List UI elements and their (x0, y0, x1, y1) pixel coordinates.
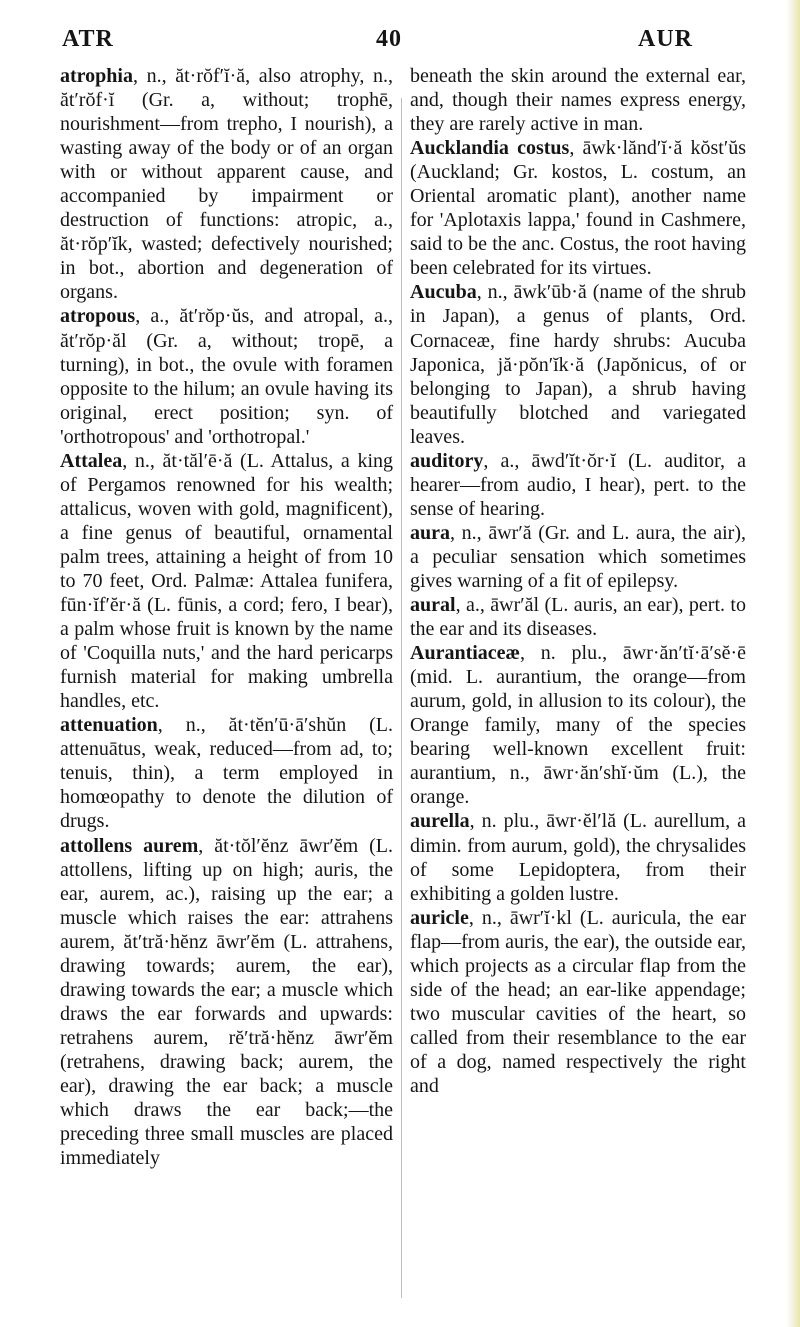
entry-text: , n., ăt·tĕn′ū·ā′shŭn (L. attenuātus, weak, reduced—from ad, to; tenuis, thin), a term employed in homœopathy to denote the dilution of drugs. (60, 714, 393, 833)
entry-text: , ăt·tŏl′ĕnz āwr′ĕm (L. attollens, lifting up on high; auris, the ear, aurem, ac.), raising up the ear; a muscle which raises the ear: attrahens aurem, ăt′tră·hĕnz āwr′ĕm (L. attrahens, drawing towards; aurem, the ear), drawing towards the ear; a muscle which draws the ear forwards and upwards: retrahens aurem, rĕ′tră·hĕnz āwr′ĕm (retrahens, drawing back; aurem, the ear), drawing the ear back; a muscle which draws the ear back;—the preceding three small muscles are placed immediately (60, 834, 393, 1170)
column-divider (401, 98, 402, 1298)
entry-text: , a., āwr′ăl (L. auris, an ear), pert. to the ear and its diseases. (410, 594, 746, 641)
entry-atrophia (60, 64, 393, 304)
header-guide-word-right: AUR (638, 26, 693, 52)
entry-headword: Aucuba (410, 281, 477, 304)
entry-text: , a., ăt′rŏp·ŭs, and atropal, a., ăt′rŏp·ăl (Gr. a, without; tropē, a turning), in bot., the ovule with foramen opposite to the hilum; an ovule having its original, erect position; syn. of 'orthotropous' and 'orthotropal.' (60, 305, 393, 448)
header-guide-word-left: ATR (62, 26, 114, 52)
page-number: 40 (376, 26, 402, 52)
entry-text: , a., āwd′ĭt·ŏr·ĭ (L. auditor, a hearer—from audio, I hear), pert. to the sense of hearing. (410, 449, 746, 520)
entry-text: , āwk·lănd′ĭ·ă kŏst′ŭs (Auckland; Gr. kostos, L. costum, an Oriental aromatic plant), another name for 'Aplotaxis lappa,' found in Cashmere, said to be the anc. Costus, the root having been celebrated for its virtues. (410, 137, 746, 280)
entry-aurella (410, 809, 746, 905)
right-column (410, 64, 746, 1098)
entry-aucklandia-costus (410, 136, 746, 280)
page-header (0, 26, 800, 56)
entry-text: , n. plu., āwr·ĕl′lă (L. aurellum, a dimin. from aurum, gold), the chrysalides of some Lepidoptera, from their exhibiting a golden lustre. (410, 810, 746, 905)
entry-aucuba (410, 280, 746, 448)
entry-headword: attenuation (60, 714, 158, 737)
entry-text: , n., āwr′ĭ·kl (L. auricula, the ear flap—from auris, the ear), the outside ear, which projects as a circular flap from the side of the head; an ear-like appendage; two muscular cavities of the heart, so called from their resemblance to the ear of a dog, named respectively the right and (410, 906, 746, 1097)
entry-text: , n., āwk′ūb·ă (name of the shrub in Japan), a genus of plants, Ord. Cornaceæ, fine hardy shrubs: Aucuba Japonica, jă·pŏn′ĭk·ă (Japŏnicus, of or belonging to Japan), a shrub having beautifully blotched and variegated leaves. (410, 281, 746, 448)
entry-headword: aural (410, 594, 456, 617)
entry-headword: atropous (60, 305, 136, 328)
entry-aural (410, 593, 746, 641)
entry-headword: attollens aurem (60, 834, 199, 857)
entry-auditory (410, 449, 746, 521)
entry-continuation (410, 64, 746, 136)
entry-headword: aura (410, 521, 450, 544)
entry-text: , n., ăt·rŏf′ĭ·ă, also atrophy, n., ăt′rŏf·ĭ (Gr. a, without; trophē, nourishment—from trepho, I nourish), a wasting away of the body or of an organ with or without apparent cause, and accompanied by impairment or destruction of functions: atropic, a., ăt·rŏp′ĭk, wasted; defectively nourished; in bot., abortion and degeneration of organs. (60, 65, 393, 304)
entry-text: , n. plu., āwr·ăn′tĭ·ā′sĕ·ē (mid. L. aurantium, the orange—from aurum, gold, in allusion to its colour), the Orange family, many of the species bearing well-known excellent fruit: aurantium, n., āwr·ăn′shĭ·ŭm (L.), the orange. (410, 642, 746, 809)
entry-headword: Aucklandia costus (410, 137, 570, 160)
entry-headword: auditory (410, 449, 484, 472)
left-column (60, 64, 393, 1170)
entry-attenuation (60, 713, 393, 833)
page-edge (786, 0, 800, 1327)
entry-headword: atrophia (60, 65, 133, 87)
entry-atropous (60, 304, 393, 448)
entry-text: , n., āwr′ă (Gr. and L. aura, the air), a peculiar sensation which sometimes gives warning of a fit of epilepsy. (410, 521, 746, 592)
entry-headword: Attalea (60, 449, 123, 472)
entry-text: beneath the skin around the external ear, and, though their names express energy, they are rarely active in man. (410, 65, 746, 136)
entry-text: , n., ăt·tăl′ē·ă (L. Attalus, a king of Pergamos renowned for his wealth; attalicus, woven with gold, magnificent), a fine genus of beautiful, ornamental palm trees, attaining a height of from 10 to 70 feet, Ord. Palmæ: Attalea funifera, fūn·ĭf′ĕr·ă (L. fūnis, a cord; fero, I bear), a palm whose fruit is known by the name of 'Coquilla nuts,' and the hard pericarps furnish material for making umbrella handles, etc. (60, 449, 393, 713)
entry-attollens-aurem (60, 834, 393, 1171)
entry-headword: Aurantiaceæ (410, 642, 520, 665)
entry-headword: auricle (410, 906, 469, 929)
entry-aurantiaceae (410, 641, 746, 809)
entry-aura (410, 521, 746, 593)
entry-auricle (410, 906, 746, 1098)
entry-headword: aurella (410, 810, 470, 833)
entry-attalea (60, 449, 393, 714)
